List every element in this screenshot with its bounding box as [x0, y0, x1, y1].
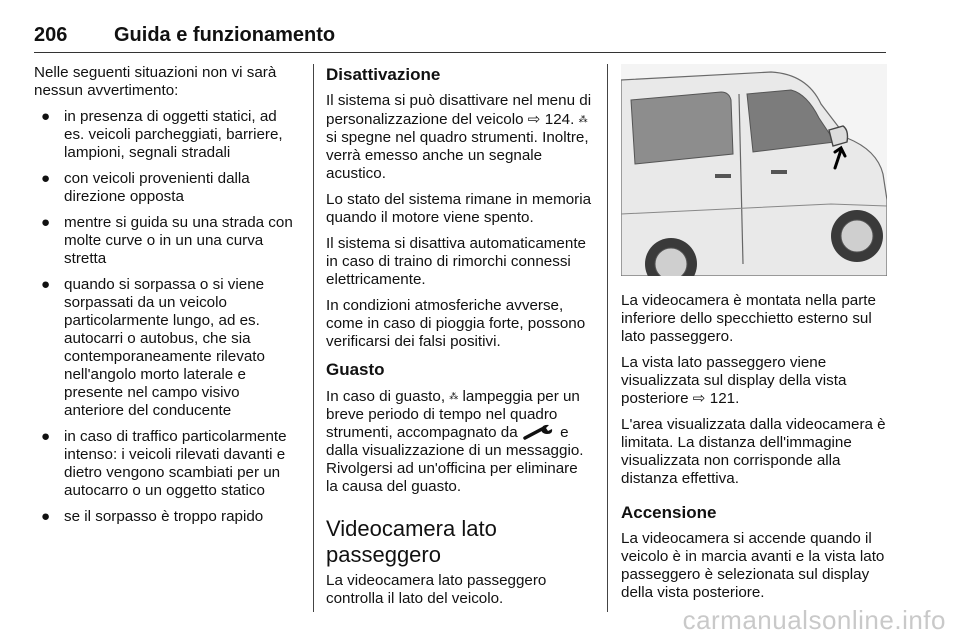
heading-accensione: Accensione	[621, 503, 717, 522]
column-middle	[326, 64, 592, 616]
bullet-icon: ●	[41, 214, 51, 231]
side-blind-spot-icon: ⁂	[578, 114, 588, 124]
paragraph: In condizioni atmosferiche avverse, come in caso di pioggia forte, possono verificarsi dei falsi positivi.	[326, 297, 586, 350]
section-title: Videocamera lato passeggero	[326, 516, 497, 567]
intro-text: Nelle seguenti situazioni non vi sarà nessun avvertimento:	[34, 64, 277, 99]
bullet-icon: ●	[41, 508, 51, 525]
paragraph: Lo stato del sistema rimane in memoria quando il motore viene spento.	[326, 191, 592, 226]
paragraph: Il sistema si disattiva automaticamente in caso di traino di rimorchi connessi elettricamente.	[326, 235, 586, 288]
bullet-icon: ●	[41, 428, 51, 445]
page-title: Guida e funzionamento	[114, 24, 336, 46]
list-item: ● in presenza di oggetti statici, ad es. veicoli parcheggiati, barriere, lampioni, segnali stradali	[41, 108, 283, 161]
paragraph: L'area visualizzata dalla videocamera è limitata. La distanza dell'immagine visualizzata non corrisponde alla distanza effettiva.	[621, 416, 886, 487]
paragraph: Il sistema si può disattivare nel menu di personalizzazione del veicolo ⇨ 124. ⁂ si spegne nel quadro strumenti. Inoltre, verrà emesso anche un segnale acustico.	[326, 92, 592, 182]
paragraph: La videocamera lato passeggero controlla il lato del veicolo.	[326, 572, 547, 607]
list-item: ● se il sorpasso è troppo rapido	[41, 508, 264, 525]
list-item: ● con veicoli provenienti dalla direzione opposta	[41, 170, 250, 205]
wrench-icon	[522, 424, 556, 440]
column-divider	[607, 64, 608, 612]
page-reference: 124.	[544, 111, 575, 128]
list-item: ● in caso di traffico particolarmente intenso: i veicoli rilevati davanti e dietro vengono scambiati per un autocarro o un oggetto statico	[41, 428, 287, 499]
bullet-icon: ●	[41, 108, 51, 125]
heading-disattivazione: Disattivazione	[326, 65, 441, 84]
list-item: ● quando si sorpassa o si viene sorpassati da un veicolo particolarmente lungo, ad es. autocarri o autobus, che sia contemporaneamente rilevato nell'angolo morto laterale e presente nel campo visivo anteriore del conducente	[41, 276, 265, 419]
paragraph: In caso di guasto, ⁂ lampeggia per un breve periodo di tempo nel quadro strumenti, accompagnato da e dalla visualizzazione di un messaggio. Rivolgersi ad un'officina per eliminare la causa del guasto.	[326, 388, 584, 495]
bullet-icon: ●	[41, 276, 51, 293]
column-divider	[313, 64, 314, 612]
page-reference-arrow-icon: ⇨	[692, 390, 706, 407]
page-reference-arrow-icon: ⇨	[527, 111, 541, 128]
paragraph: La videocamera è montata nella parte inferiore dello specchietto esterno sul lato passeggero.	[621, 292, 876, 345]
page-number: 206	[34, 24, 68, 46]
column-left	[34, 64, 300, 534]
vehicle-side-camera-illustration	[621, 64, 887, 276]
paragraph: La vista lato passeggero viene visualizzata sul display della vista posteriore ⇨ 121.	[621, 354, 847, 407]
header-divider	[34, 52, 886, 53]
paragraph: La videocamera si accende quando il veicolo è in marcia avanti e la vista lato passeggero è selezionata sul display della vista posteriore.	[621, 530, 885, 601]
no-warning-list	[34, 108, 300, 526]
bullet-icon: ●	[41, 170, 51, 187]
side-blind-spot-icon: ⁂	[449, 391, 459, 401]
watermark: carmanualsonline.info	[682, 605, 946, 635]
heading-guasto: Guasto	[326, 360, 385, 379]
column-right	[621, 64, 887, 610]
list-item: ● mentre si guida su una strada con molte curve o in un una curva stretta	[41, 214, 293, 267]
page-reference: 121.	[709, 390, 740, 407]
